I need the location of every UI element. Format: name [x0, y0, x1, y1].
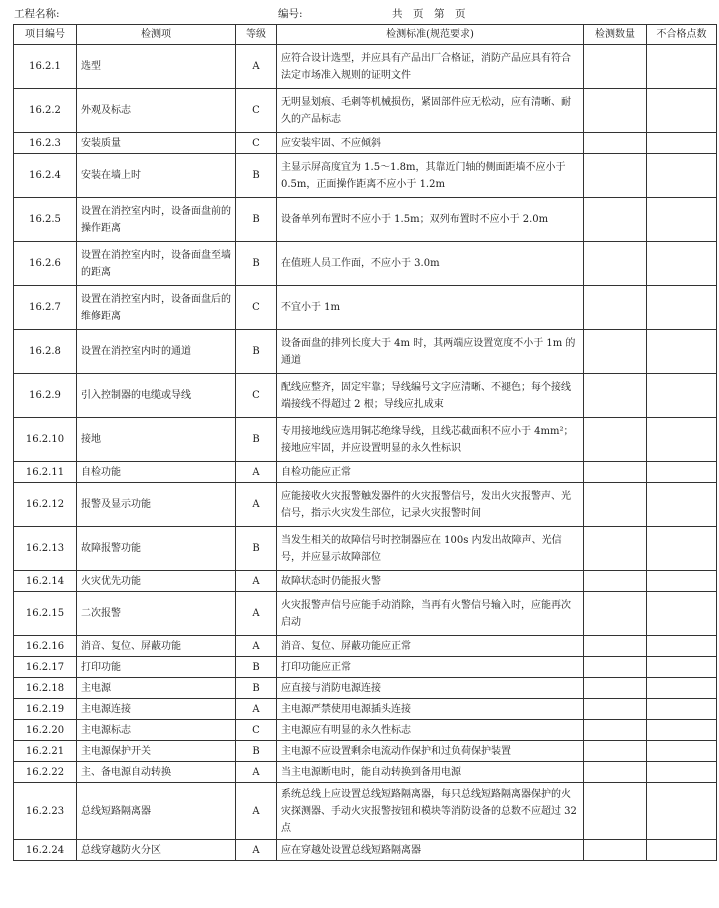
item-code: 16.2.20 [14, 720, 77, 741]
item-standard: 当发生相关的故障信号时控制器应在 100s 内发出故障声、光信号，并应显示故障部位 [277, 527, 584, 571]
failure-count-cell[interactable] [647, 45, 717, 89]
item-standard: 主电源不应设置剩余电流动作保护和过负荷保护装置 [277, 741, 584, 762]
item-standard: 自检功能应正常 [277, 462, 584, 483]
item-grade: A [236, 840, 277, 861]
table-row [14, 592, 717, 636]
item-code: 16.2.14 [14, 571, 77, 592]
item-code: 16.2.15 [14, 592, 77, 636]
page-count-label: 共 页 第 页 [392, 8, 466, 20]
item-name: 总线穿越防火分区 [77, 840, 236, 861]
item-name: 主电源标志 [77, 720, 236, 741]
inspection-quantity-cell[interactable] [584, 330, 647, 374]
item-standard: 应能接收火灾报警触发器件的火灾报警信号，发出火灾报警声、光信号，指示火灾发生部位，记录火灾报警时间 [277, 483, 584, 527]
item-name: 设置在消控室内时，设备面盘至墙的距离 [77, 242, 236, 286]
item-code: 16.2.3 [14, 133, 77, 154]
table-row [14, 418, 717, 462]
item-grade: A [236, 592, 277, 636]
table-row [14, 571, 717, 592]
item-code: 16.2.10 [14, 418, 77, 462]
item-name: 火灾优先功能 [77, 571, 236, 592]
item-standard: 系统总线上应设置总线短路隔离器，每只总线短路隔离器保护的火灾探测器、手动火灾报警按钮和模块等消防设备的总数不应超过 32 点 [277, 783, 584, 840]
item-grade: A [236, 45, 277, 89]
item-standard: 当主电源断电时，能自动转换到备用电源 [277, 762, 584, 783]
item-name: 设置在消控室内时，设备面盘前的操作距离 [77, 198, 236, 242]
item-grade: A [236, 699, 277, 720]
item-name: 安装在墙上时 [77, 154, 236, 198]
failure-count-cell[interactable] [647, 571, 717, 592]
table-row [14, 636, 717, 657]
table-row [14, 527, 717, 571]
item-name: 主电源连接 [77, 699, 236, 720]
inspection-quantity-cell[interactable] [584, 242, 647, 286]
item-code: 16.2.13 [14, 527, 77, 571]
item-grade: B [236, 678, 277, 699]
item-code: 16.2.9 [14, 374, 77, 418]
item-standard: 主电源严禁使用电源插头连接 [277, 699, 584, 720]
inspection-quantity-cell[interactable] [584, 678, 647, 699]
item-code: 16.2.4 [14, 154, 77, 198]
inspection-quantity-cell[interactable] [584, 527, 647, 571]
item-name: 设置在消控室内时，设备面盘后的维修距离 [77, 286, 236, 330]
item-code: 16.2.22 [14, 762, 77, 783]
inspection-quantity-cell[interactable] [584, 154, 647, 198]
item-name: 主电源 [77, 678, 236, 699]
table-row [14, 198, 717, 242]
item-name: 引入控制器的电缆或导线 [77, 374, 236, 418]
item-standard: 主电源应有明显的永久性标志 [277, 720, 584, 741]
failure-count-cell[interactable] [647, 636, 717, 657]
failure-count-cell[interactable] [647, 840, 717, 861]
item-name: 外观及标志 [77, 89, 236, 133]
item-standard: 火灾报警声信号应能手动消除，当再有火警信号输入时，应能再次启动 [277, 592, 584, 636]
inspection-quantity-cell[interactable] [584, 133, 647, 154]
failure-count-cell[interactable] [647, 198, 717, 242]
table-row [14, 699, 717, 720]
failure-count-cell[interactable] [647, 720, 717, 741]
item-standard: 打印功能应正常 [277, 657, 584, 678]
item-grade: C [236, 89, 277, 133]
item-name: 安装质量 [77, 133, 236, 154]
item-code: 16.2.2 [14, 89, 77, 133]
item-standard: 主显示屏高度宜为 1.5～1.8m，其靠近门轴的侧面距墙不应小于 0.5m，正面操作距离不应小于 1.2m [277, 154, 584, 198]
item-grade: B [236, 657, 277, 678]
inspection-quantity-cell[interactable] [584, 418, 647, 462]
inspection-quantity-cell[interactable] [584, 374, 647, 418]
item-standard: 应直接与消防电源连接 [277, 678, 584, 699]
item-name: 报警及显示功能 [77, 483, 236, 527]
inspection-table [13, 24, 717, 861]
item-code: 16.2.11 [14, 462, 77, 483]
col-header-quantity: 检测数量 [584, 25, 647, 45]
item-code: 16.2.5 [14, 198, 77, 242]
item-grade: A [236, 462, 277, 483]
inspection-quantity-cell[interactable] [584, 741, 647, 762]
table-row [14, 657, 717, 678]
failure-count-cell[interactable] [647, 762, 717, 783]
table-row [14, 89, 717, 133]
item-grade: B [236, 330, 277, 374]
col-header-grade: 等级 [236, 25, 277, 45]
item-name: 消音、复位、屏蔽功能 [77, 636, 236, 657]
col-header-standard: 检测标准(规范要求) [277, 25, 584, 45]
item-code: 16.2.6 [14, 242, 77, 286]
item-grade: A [236, 483, 277, 527]
item-standard: 应在穿越处设置总线短路隔离器 [277, 840, 584, 861]
item-standard: 应符合设计选型，并应具有产品出厂合格证，消防产品应具有符合法定市场准入规则的证明文件 [277, 45, 584, 89]
table-row [14, 286, 717, 330]
item-grade: B [236, 198, 277, 242]
inspection-quantity-cell[interactable] [584, 571, 647, 592]
item-standard: 在值班人员工作面，不应小于 3.0m [277, 242, 584, 286]
item-grade: A [236, 571, 277, 592]
item-name: 故障报警功能 [77, 527, 236, 571]
failure-count-cell[interactable] [647, 462, 717, 483]
col-header-item: 检测项 [77, 25, 236, 45]
failure-count-cell[interactable] [647, 286, 717, 330]
item-code: 16.2.12 [14, 483, 77, 527]
failure-count-cell[interactable] [647, 527, 717, 571]
failure-count-cell[interactable] [647, 330, 717, 374]
item-name: 二次报警 [77, 592, 236, 636]
inspection-quantity-cell[interactable] [584, 286, 647, 330]
failure-count-cell[interactable] [647, 133, 717, 154]
item-code: 16.2.1 [14, 45, 77, 89]
item-standard: 故障状态时仍能报火警 [277, 571, 584, 592]
table-row [14, 45, 717, 89]
item-name: 总线短路隔离器 [77, 783, 236, 840]
item-grade: B [236, 418, 277, 462]
item-grade: B [236, 242, 277, 286]
item-code: 16.2.23 [14, 783, 77, 840]
table-row [14, 762, 717, 783]
col-header-code: 项目编号 [14, 25, 77, 45]
item-code: 16.2.17 [14, 657, 77, 678]
item-name: 设置在消控室内时的通道 [77, 330, 236, 374]
item-grade: C [236, 374, 277, 418]
table-row [14, 678, 717, 699]
item-grade: C [236, 133, 277, 154]
item-code: 16.2.7 [14, 286, 77, 330]
table-row [14, 783, 717, 840]
form-number-label: 编号: [278, 8, 303, 20]
inspection-quantity-cell[interactable] [584, 483, 647, 527]
failure-count-cell[interactable] [647, 242, 717, 286]
item-grade: B [236, 154, 277, 198]
item-standard: 专用接地线应选用铜芯绝缘导线，且线芯截面积不应小于 4mm²；接地应牢固，并应设置明显的永久性标识 [277, 418, 584, 462]
table-row [14, 720, 717, 741]
table-row [14, 741, 717, 762]
failure-count-cell[interactable] [647, 699, 717, 720]
item-code: 16.2.21 [14, 741, 77, 762]
item-code: 16.2.19 [14, 699, 77, 720]
item-grade: B [236, 741, 277, 762]
item-code: 16.2.24 [14, 840, 77, 861]
item-standard: 设备单列布置时不应小于 1.5m；双列布置时不应小于 2.0m [277, 198, 584, 242]
project-name-label: 工程名称: [14, 8, 60, 20]
item-grade: A [236, 783, 277, 840]
failure-count-cell[interactable] [647, 741, 717, 762]
col-header-failures: 不合格点数 [647, 25, 717, 45]
item-standard: 不宜小于 1m [277, 286, 584, 330]
item-grade: A [236, 762, 277, 783]
table-row [14, 374, 717, 418]
table-row [14, 462, 717, 483]
table-row [14, 840, 717, 861]
item-code: 16.2.8 [14, 330, 77, 374]
item-name: 主、备电源自动转换 [77, 762, 236, 783]
table-row [14, 154, 717, 198]
inspection-quantity-cell[interactable] [584, 462, 647, 483]
failure-count-cell[interactable] [647, 592, 717, 636]
table-row [14, 242, 717, 286]
failure-count-cell[interactable] [647, 418, 717, 462]
item-name: 主电源保护开关 [77, 741, 236, 762]
item-name: 选型 [77, 45, 236, 89]
failure-count-cell[interactable] [647, 483, 717, 527]
table-row [14, 483, 717, 527]
inspection-quantity-cell[interactable] [584, 783, 647, 840]
table-row [14, 330, 717, 374]
inspection-quantity-cell[interactable] [584, 198, 647, 242]
item-name: 自检功能 [77, 462, 236, 483]
table-row [14, 133, 717, 154]
failure-count-cell[interactable] [647, 678, 717, 699]
table-header-row [14, 25, 717, 45]
item-standard: 消音、复位、屏蔽功能应正常 [277, 636, 584, 657]
item-grade: A [236, 636, 277, 657]
item-standard: 配线应整齐，固定牢靠；导线编号文字应清晰、不褪色；每个接线端接线不得超过 2 根；导线应扎成束 [277, 374, 584, 418]
failure-count-cell[interactable] [647, 657, 717, 678]
inspection-quantity-cell[interactable] [584, 592, 647, 636]
inspection-quantity-cell[interactable] [584, 840, 647, 861]
failure-count-cell[interactable] [647, 89, 717, 133]
failure-count-cell[interactable] [647, 374, 717, 418]
item-standard: 应安装牢固、不应倾斜 [277, 133, 584, 154]
item-grade: C [236, 720, 277, 741]
inspection-quantity-cell[interactable] [584, 636, 647, 657]
item-grade: B [236, 527, 277, 571]
item-standard: 无明显划痕、毛刺等机械损伤，紧固部件应无松动，应有清晰、耐久的产品标志 [277, 89, 584, 133]
form-header [0, 0, 719, 24]
inspection-quantity-cell[interactable] [584, 657, 647, 678]
item-code: 16.2.18 [14, 678, 77, 699]
item-standard: 设备面盘的排列长度大于 4m 时，其两端应设置宽度不小于 1m 的通道 [277, 330, 584, 374]
item-grade: C [236, 286, 277, 330]
failure-count-cell[interactable] [647, 783, 717, 840]
item-code: 16.2.16 [14, 636, 77, 657]
inspection-quantity-cell[interactable] [584, 45, 647, 89]
inspection-quantity-cell[interactable] [584, 762, 647, 783]
inspection-quantity-cell[interactable] [584, 720, 647, 741]
inspection-quantity-cell[interactable] [584, 699, 647, 720]
item-name: 打印功能 [77, 657, 236, 678]
failure-count-cell[interactable] [647, 154, 717, 198]
inspection-quantity-cell[interactable] [584, 89, 647, 133]
item-name: 接地 [77, 418, 236, 462]
